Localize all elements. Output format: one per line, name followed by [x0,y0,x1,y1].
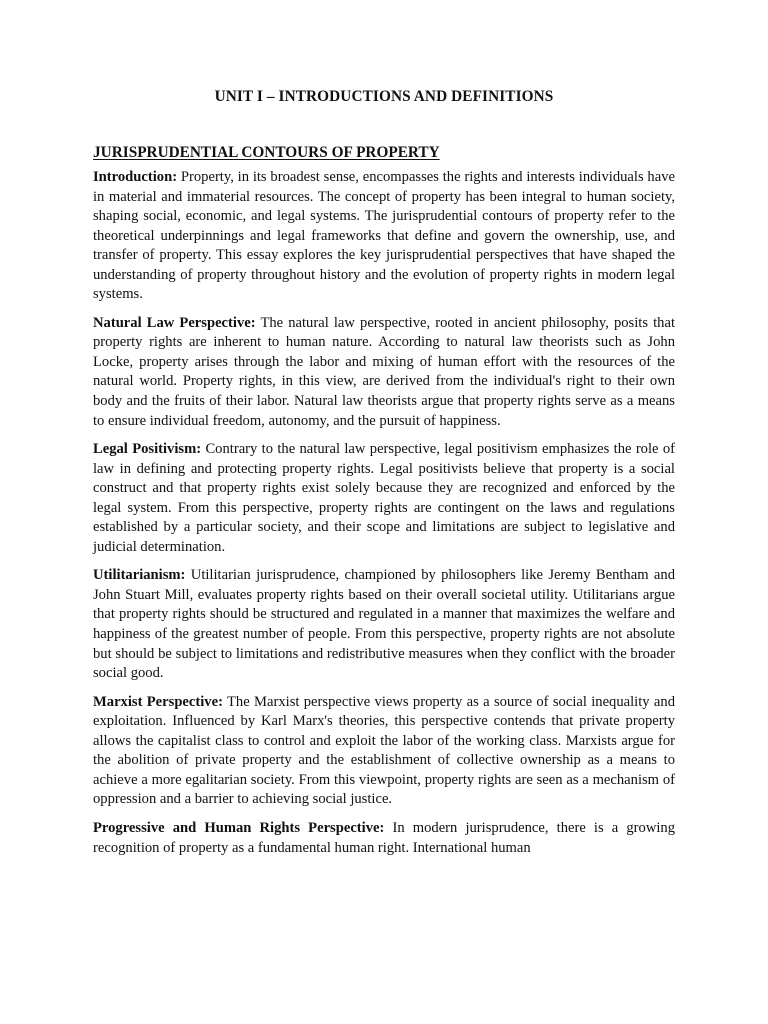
section-heading: JURISPRUDENTIAL CONTOURS OF PROPERTY [93,144,440,161]
paragraph-lead: Introduction: [93,169,178,185]
paragraph-text: The natural law perspective, rooted in ancient philosophy, posits that property rights are inherent to human nature. According to natural law theorists such as John Locke, property arises through the labor and mixing of human effort with the resources of the natural world. Property rights, in this view, are derived from the individual's right to their own body and the fruits of their labor. Natural law theorists argue that property rights serve as a means to ensure individual freedom, autonomy, and the pursuit of happiness. [93,314,675,429]
paragraph-progressive-human-rights [93,819,675,858]
paragraph-text: Property, in its broadest sense, encompasses the rights and interests individuals have in material and immaterial resources. The concept of property has been integral to human society, shaping social, economic, and legal systems. The jurisprudential contours of property refer to the theoretical underpinnings and legal frameworks that define and govern the ownership, use, and transfer of property. This essay explores the key jurisprudential perspectives that have shaped the understanding of property throughout history and the evolution of property rights in modern legal systems. [93,169,675,303]
paragraph-marxist [93,693,675,810]
paragraph-natural-law [93,314,675,431]
paragraph-introduction [93,168,675,305]
paragraph-lead: Natural Law Perspective: [93,314,256,331]
paragraph-legal-positivism [93,440,675,557]
paragraph-lead: Progressive and Human Rights Perspective: [93,819,385,836]
document-page [93,0,675,858]
paragraph-lead: Utilitarianism: [93,567,186,584]
paragraph-text: In modern jurisprudence, there is a growing recognition of property as a fundamental human right. International human [93,819,676,856]
paragraph-text: The Marxist perspective views property as a source of social inequality and exploitation. Influenced by Karl Marx's theories, this perspective contends that private property allows the capitalist class to control and exploit the labor of the working class. Marxists argue for the abolition of private property and the establishment of collective ownership as a means to achieve a more egalitarian society. From this viewpoint, property rights are seen as a mechanism of oppression and a barrier to achieving social justice. [93,693,675,808]
paragraph-lead: Marxist Perspective: [93,693,223,710]
paragraph-lead: Legal Positivism: [93,441,202,458]
paragraph-text: Utilitarian jurisprudence, championed by philosophers like Jeremy Bentham and John Stuart Mill, evaluates property rights based on their overall societal utility. Utilitarians argue that property rights should be structured and regulated in a manner that maximizes the welfare and happiness of the greatest number of people. From this perspective, property rights are not absolute but should be subject to limitations and redistributive measures when they conflict with the broader social good. [93,567,675,682]
paragraph-utilitarianism [93,566,675,683]
unit-title: UNIT I – INTRODUCTIONS AND DEFINITIONS [214,88,554,105]
paragraph-text: Contrary to the natural law perspective, legal positivism emphasizes the role of law in defining and protecting property rights. Legal positivists believe that property is a social construct and that property rights exist solely because they are recognized and enforced by the legal system. From this perspective, property rights are contingent on the laws and regulations established by a particular society, and their scope and limitations are subject to legislative and judicial determination. [93,441,676,555]
